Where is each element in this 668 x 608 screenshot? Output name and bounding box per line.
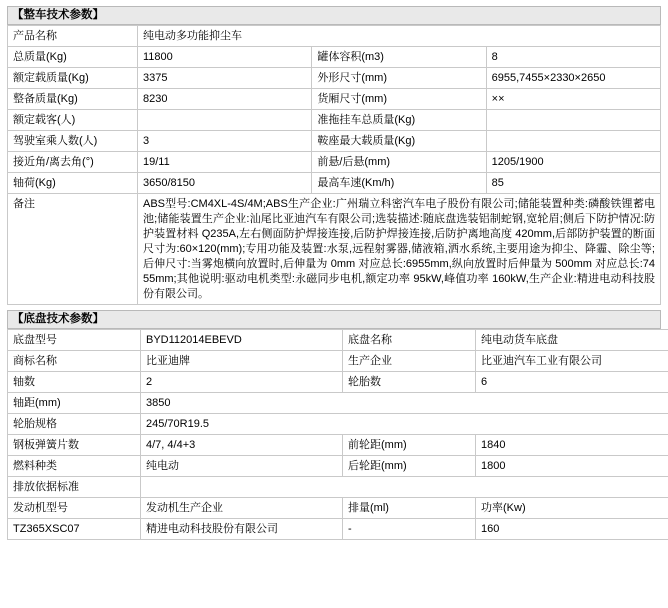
table-row [8,173,661,194]
spec-label: TZ365XSC07 [8,519,141,540]
spec-label: 生产企业 [343,351,476,372]
spec-value: 精进电动科技股份有限公司 [141,519,343,540]
table-row [8,372,668,393]
spec-value: 纯电动 [141,456,343,477]
spec-label: 额定载质量(Kg) [8,68,138,89]
spec-value: ×× [486,89,660,110]
spec-value: 3 [138,131,312,152]
spec-value: 纯电动货车底盘 [476,330,668,351]
spec-label: 轴荷(Kg) [8,173,138,194]
spec-value [141,477,668,498]
spec-label: 接近角/离去角(°) [8,152,138,173]
spec-value: 3650/8150 [138,173,312,194]
table-row [8,152,661,173]
spec-label: 发动机型号 [8,498,141,519]
spec-label: 准拖挂车总质量(Kg) [312,110,486,131]
spec-value: BYD112014EBEVD [141,330,343,351]
table-row [8,110,661,131]
spec-label: 产品名称 [8,26,138,47]
spec-label: 底盘名称 [343,330,476,351]
spec-value: 6955,7455×2330×2650 [486,68,660,89]
spec-value: 3850 [141,393,668,414]
spec-label: 鞍座最大载质量(Kg) [312,131,486,152]
table-row [8,519,668,540]
table-row [8,477,668,498]
spec-label: 外形尺寸(mm) [312,68,486,89]
remark-row [8,194,661,305]
chassis-spec-table [7,329,668,540]
spec-value: 8 [486,47,660,68]
spec-value [486,131,660,152]
spec-label: 燃料种类 [8,456,141,477]
spec-label: 额定载客(人) [8,110,138,131]
spec-value: 8230 [138,89,312,110]
table-row [8,330,668,351]
spec-value: 发动机生产企业 [141,498,343,519]
spec-value: 1205/1900 [486,152,660,173]
spec-label: 轴数 [8,372,141,393]
table-row [8,393,668,414]
table-row [8,89,661,110]
spec-label: 轴距(mm) [8,393,141,414]
spec-label: 轮胎规格 [8,414,141,435]
table-row [8,351,668,372]
spec-value: 功率(Kw) [476,498,668,519]
spec-value: 85 [486,173,660,194]
spec-label: 整备质量(Kg) [8,89,138,110]
remark-text: ABS型号:CM4XL-4S/4M;ABS生产企业:广州瑞立科密汽车电子股份有限公司;储能装置种类:磷酸铁锂蓄电池;储能装置生产企业:汕尾比亚迪汽车有限公司;选装描述:随底盘选装铝制蛇钢,宽轮眉;侧后下防护情况:防护装置材料 Q235A,左右侧面防护焊接连接,后防护焊接连接,后防护离地高度 420mm,后部防护装置的断面尺寸为:60×120(mm);专用功能及装置:水泵,远程射雾器,储液箱,洒水系统,主要用途为抑尘、降霾、除尘等;后伸尺寸:当雾炮横向放置时,后伸量为 0mm 对应总长:6955mm,纵向放置时后伸量为 500mm 对应总长:7455mm;其他说明:驱动电机类型:永磁同步电机,额定功率 95kW,峰值功率 160kW,生产企业:精进电动科技股份有限公司。 [138,194,661,305]
table-row [8,131,661,152]
spec-label: 罐体容积(m3) [312,47,486,68]
table-row [8,456,668,477]
spec-label: 商标名称 [8,351,141,372]
spec-value: 19/11 [138,152,312,173]
spec-label: 货厢尺寸(mm) [312,89,486,110]
table-row [8,26,661,47]
remark-label: 备注 [8,194,138,305]
vehicle-spec-table [7,25,661,305]
table-row [8,47,661,68]
spec-label: 钢板弹簧片数 [8,435,141,456]
spec-label: 轮胎数 [343,372,476,393]
spec-value: 1840 [476,435,668,456]
spec-value: 11800 [138,47,312,68]
spec-value: 比亚迪牌 [141,351,343,372]
vehicle-spec-body [8,26,661,305]
spec-value: 4/7, 4/4+3 [141,435,343,456]
spec-label: 后轮距(mm) [343,456,476,477]
chassis-section-header: 【底盘技术参数】 [7,310,661,329]
chassis-spec-body [8,330,668,540]
spec-value: 3375 [138,68,312,89]
spec-label: 排量(ml) [343,498,476,519]
spec-value: 6 [476,372,668,393]
vehicle-section-header: 【整车技术参数】 [7,6,661,25]
table-row [8,498,668,519]
table-row [8,68,661,89]
spec-label: 底盘型号 [8,330,141,351]
table-row [8,435,668,456]
spec-value: 245/70R19.5 [141,414,668,435]
spec-label: 总质量(Kg) [8,47,138,68]
spec-value [486,110,660,131]
spec-label: 前悬/后悬(mm) [312,152,486,173]
spec-label: 驾驶室乘人数(人) [8,131,138,152]
table-row [8,414,668,435]
spec-value: 1800 [476,456,668,477]
spec-value: 比亚迪汽车工业有限公司 [476,351,668,372]
spec-label: 排放依据标准 [8,477,141,498]
spec-value: 纯电动多功能抑尘车 [138,26,661,47]
spec-value: 2 [141,372,343,393]
spec-label: 最高车速(Km/h) [312,173,486,194]
spec-label: - [343,519,476,540]
spec-value: 160 [476,519,668,540]
spec-value [138,110,312,131]
spec-label: 前轮距(mm) [343,435,476,456]
